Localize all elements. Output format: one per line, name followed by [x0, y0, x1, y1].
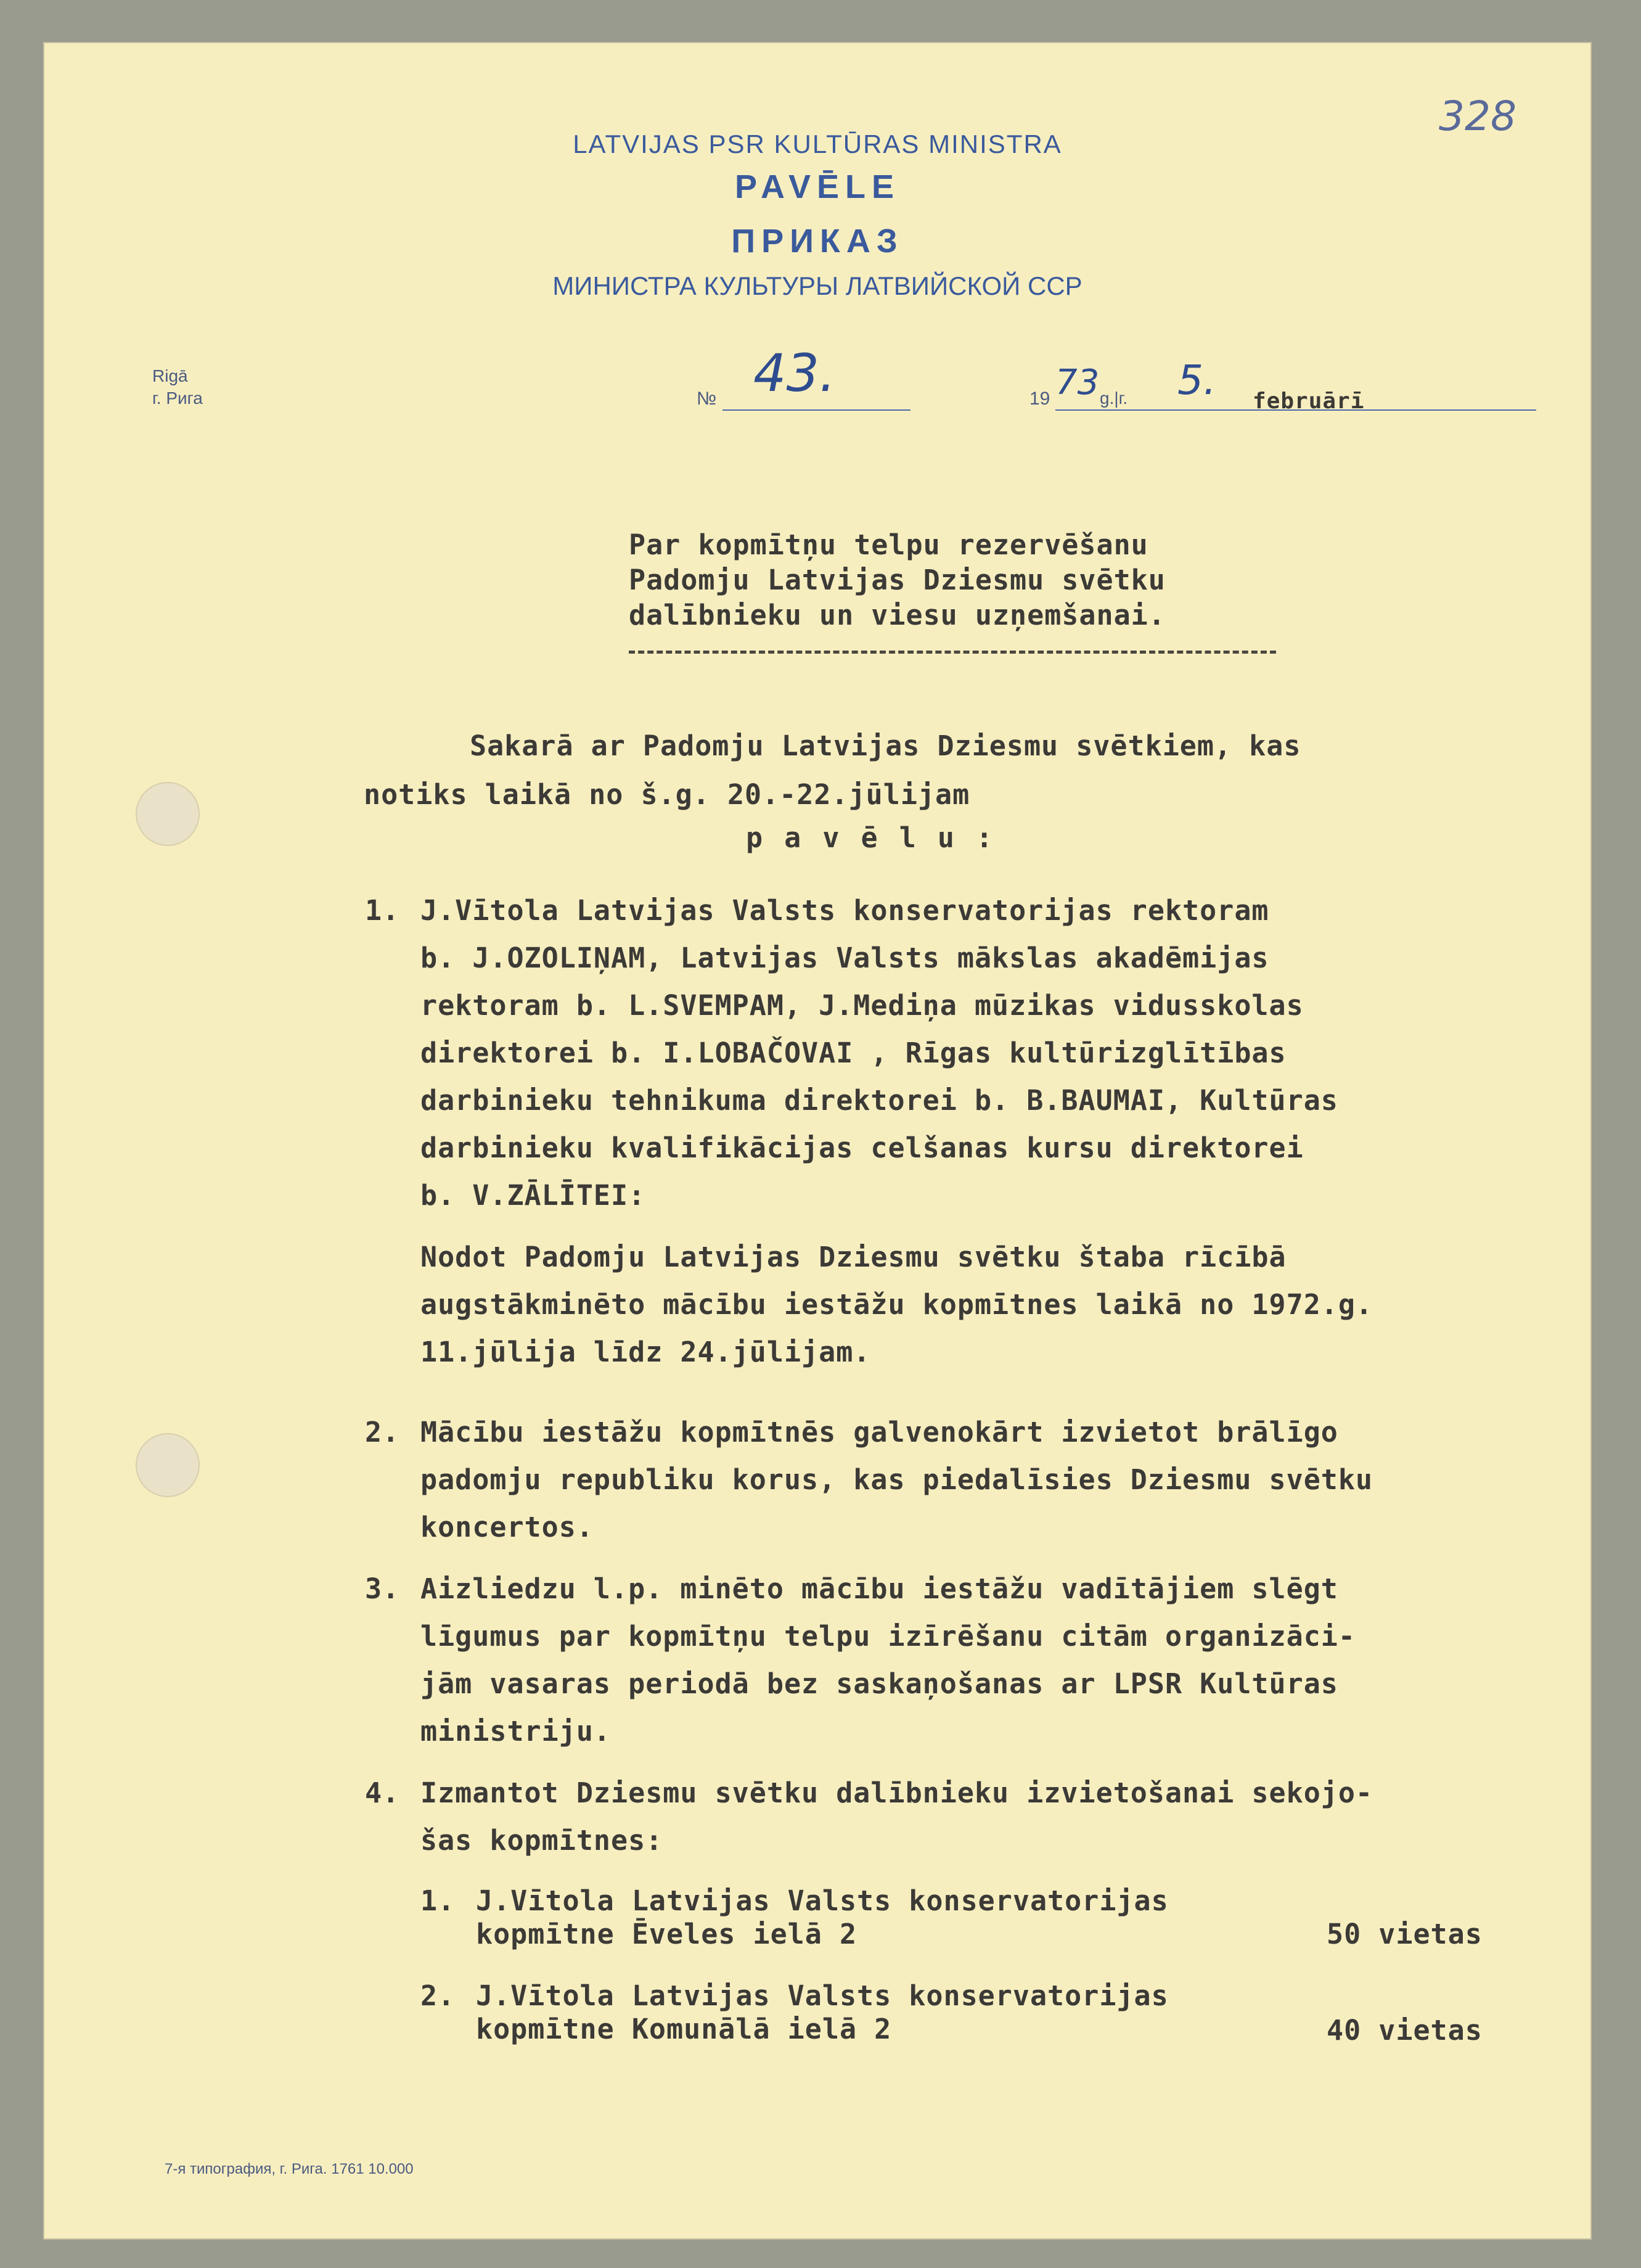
item-1-para-line: augstākminēto mācību iestāžu kopmītnes laikā no 1972.g.	[420, 1288, 1373, 1321]
item-1-line: darbinieku tehnikuma direktorei b. B.BAUMAI, Kultūras	[420, 1084, 1338, 1117]
order-number: 43.	[753, 343, 836, 403]
item-4-number: 4.	[365, 1777, 400, 1809]
item-1-line: rektoram b. L.SVEMPAM, J.Mediņa mūzikas vidusskolas	[420, 989, 1304, 1022]
item-1-line: b. J.OZOLIŅAM, Latvijas Valsts mākslas akadēmijas	[420, 942, 1269, 974]
subject-line1: Par kopmītņu telpu rezervēšanu	[629, 528, 1148, 561]
item-1-number: 1.	[365, 894, 400, 927]
item-3-line: jām vasaras periodā bez saskaņošanas ar LPSR Kultūras	[420, 1667, 1338, 1700]
header-lv-line1: LATVIJAS PSR KULTŪRAS MINISTRA	[573, 129, 1062, 158]
item-2-line: koncertos.	[420, 1511, 594, 1543]
item-2-number: 2.	[365, 1416, 400, 1448]
punch-hole	[136, 1433, 200, 1497]
subject-underline	[629, 651, 1276, 654]
item-4-line: šas kopmītnes:	[420, 1824, 663, 1857]
item-1-line: direktorei b. I.LOBAČOVAI , Rīgas kultūrizglītības	[420, 1037, 1287, 1069]
sub-item-line1: J.Vītola Latvijas Valsts konservatorijas	[476, 1979, 1169, 2012]
item-2-line: Mācību iestāžu kopmītnēs galvenokārt izvietot brālīgo	[420, 1416, 1338, 1448]
item-1-para-line: 11.jūlija līdz 24.jūlijam.	[420, 1336, 871, 1368]
number-underline	[722, 409, 911, 411]
date-day: 5.	[1177, 356, 1216, 404]
sub-item-line2: kopmītne Komunālā ielā 2	[476, 2013, 892, 2045]
sub-item-line2: kopmītne Ēveles ielā 2	[476, 1918, 857, 1950]
subject-line2: Padomju Latvijas Dziesmu svētku	[629, 564, 1166, 596]
punch-hole	[136, 782, 200, 846]
year-label: g.|г.	[1100, 388, 1128, 408]
date-underline	[1055, 409, 1536, 411]
header-ru-title: ПРИКАЗ	[731, 223, 904, 260]
item-2-line: padomju republiku korus, kas piedalīsies Dziesmu svētku	[420, 1463, 1373, 1496]
date-month: februārī	[1253, 388, 1365, 414]
header-ru-line2: МИНИСТРА КУЛЬТУРЫ ЛАТВИЙСКОЙ ССР	[552, 271, 1082, 300]
sub-item-number: 2.	[420, 1979, 456, 2012]
page-number: 328	[1439, 92, 1516, 140]
item-1-line: b. V.ZĀLĪTEI:	[420, 1179, 646, 1212]
item-1-para-line: Nodot Padomju Latvijas Dziesmu svētku štaba rīcībā	[420, 1241, 1287, 1273]
sub-item-places: 50 vietas	[1327, 1918, 1483, 1950]
item-3-line: ministriju.	[420, 1715, 612, 1748]
year-prefix: 19	[1029, 388, 1050, 409]
intro-command: p a v ē l u :	[746, 821, 996, 854]
sub-item-number: 1.	[420, 1884, 456, 1917]
intro-line1: Sakarā ar Padomju Latvijas Dziesmu svētkiem, kas	[470, 729, 1301, 762]
item-4-line: Izmantot Dziesmu svētku dalībnieku izvietošanai sekojo-	[420, 1777, 1373, 1809]
number-label: №	[697, 388, 717, 409]
header-lv-title: PAVĒLE	[734, 168, 901, 205]
sub-item-line1: J.Vītola Latvijas Valsts konservatorijas	[476, 1884, 1169, 1917]
intro-line2: notiks laikā no š.g. 20.-22.jūlijam	[364, 778, 970, 811]
sub-item-places: 40 vietas	[1327, 2014, 1483, 2047]
subject-line3: dalībnieku un viesu uzņemšanai.	[629, 599, 1166, 631]
item-3-line: līgumus par kopmītņu telpu izīrēšanu citām organizāci-	[420, 1620, 1356, 1653]
place-lv: Rigā	[152, 366, 188, 385]
item-1-line: darbinieku kvalifikācijas celšanas kursu direktorei	[420, 1132, 1304, 1164]
item-3-line: Aizliedzu l.p. minēto mācību iestāžu vadītājiem slēgt	[420, 1572, 1338, 1605]
item-1-line: J.Vītola Latvijas Valsts konservatorijas rektoram	[420, 894, 1269, 927]
printer-imprint: 7-я типография, г. Рига. 1761 10.000	[165, 2161, 414, 2177]
item-3-number: 3.	[365, 1572, 400, 1605]
place-ru: г. Рига	[152, 388, 203, 408]
document-page	[44, 43, 1590, 2238]
year-suffix: 73	[1055, 363, 1100, 403]
